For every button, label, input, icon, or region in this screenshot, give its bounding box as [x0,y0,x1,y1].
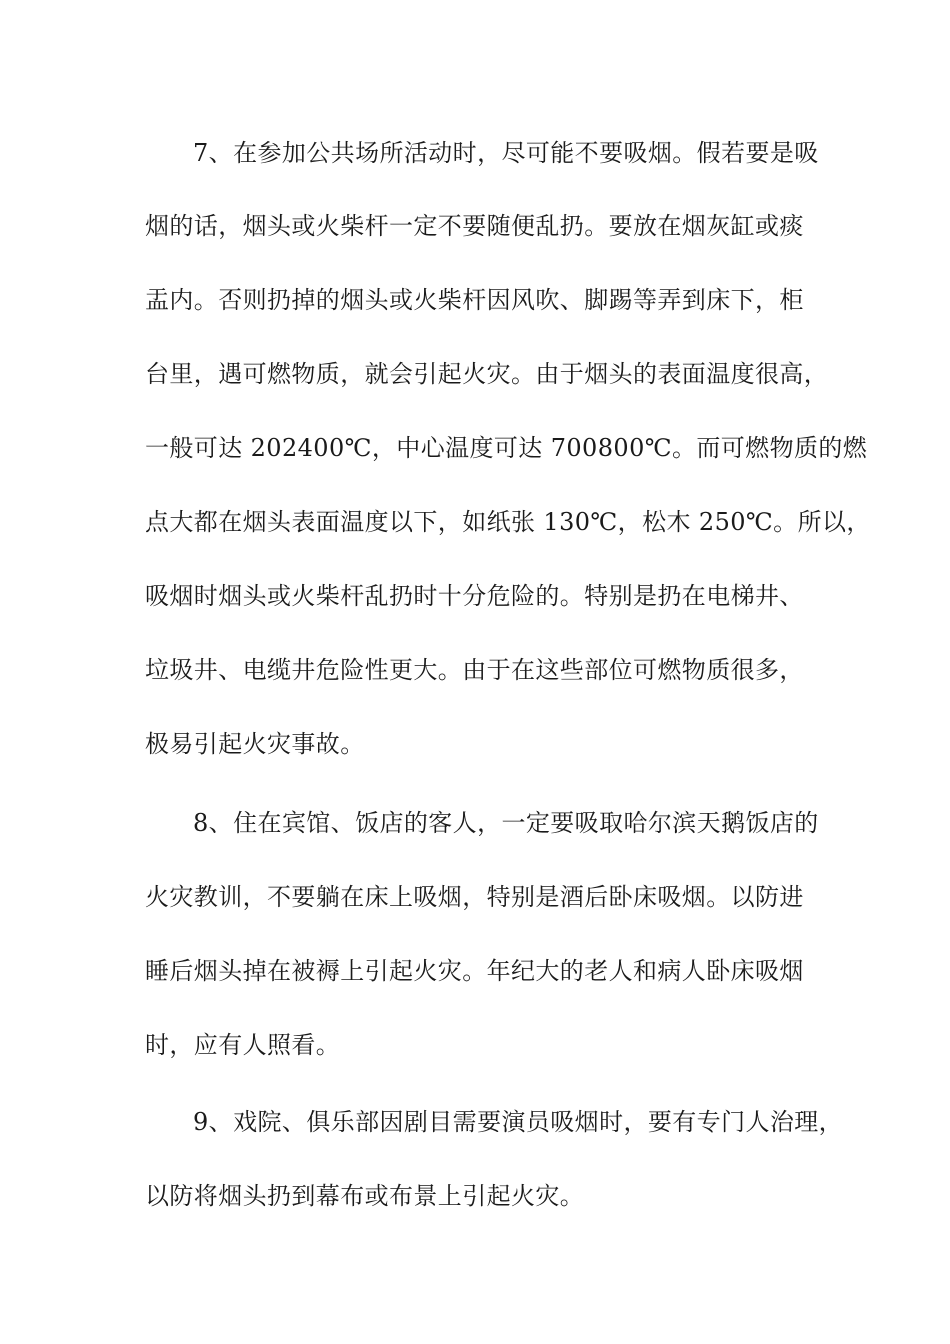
paragraph-line: 盂内。否则扔掉的烟头或火柴杆因风吹、脚踢等弄到床下，柜 [145,286,804,314]
paragraph-line: 睡后烟头掉在被褥上引起火灾。年纪大的老人和病人卧床吸烟 [145,957,804,985]
paragraph-line: 垃圾井、电缆井危险性更大。由于在这些部位可燃物质很多， [145,656,804,684]
paragraph-line: 火灾教训，不要躺在床上吸烟，特别是酒后卧床吸烟。以防进 [145,883,804,911]
paragraph-line: 8、住在宾馆、饭店的客人，一定要吸取哈尔滨天鹅饭店的 [193,809,819,837]
paragraph-line: 吸烟时烟头或火柴杆乱扔时十分危险的。特别是扔在电梯井、 [145,582,804,610]
paragraph-line: 一般可达 202400℃，中心温度可达 700800℃。而可燃物质的燃 [145,434,868,462]
paragraph-line: 烟的话，烟头或火柴杆一定不要随便乱扔。要放在烟灰缸或痰 [145,212,804,240]
paragraph-line: 极易引起火灾事故。 [145,730,365,758]
paragraph-line: 点大都在烟头表面温度以下，如纸张 130℃，松木 250℃。所以， [145,508,871,536]
paragraph-line: 以防将烟头扔到幕布或布景上引起火灾。 [145,1182,585,1210]
paragraph-line: 台里，遇可燃物质，就会引起火灾。由于烟头的表面温度很高， [145,360,829,388]
paragraph-line: 9、戏院、俱乐部因剧目需要演员吸烟时，要有专门人治理， [193,1108,844,1136]
paragraph-line: 7、在参加公共场所活动时，尽可能不要吸烟。假若要是吸 [193,139,819,167]
paragraph-line: 时，应有人照看。 [145,1031,341,1059]
